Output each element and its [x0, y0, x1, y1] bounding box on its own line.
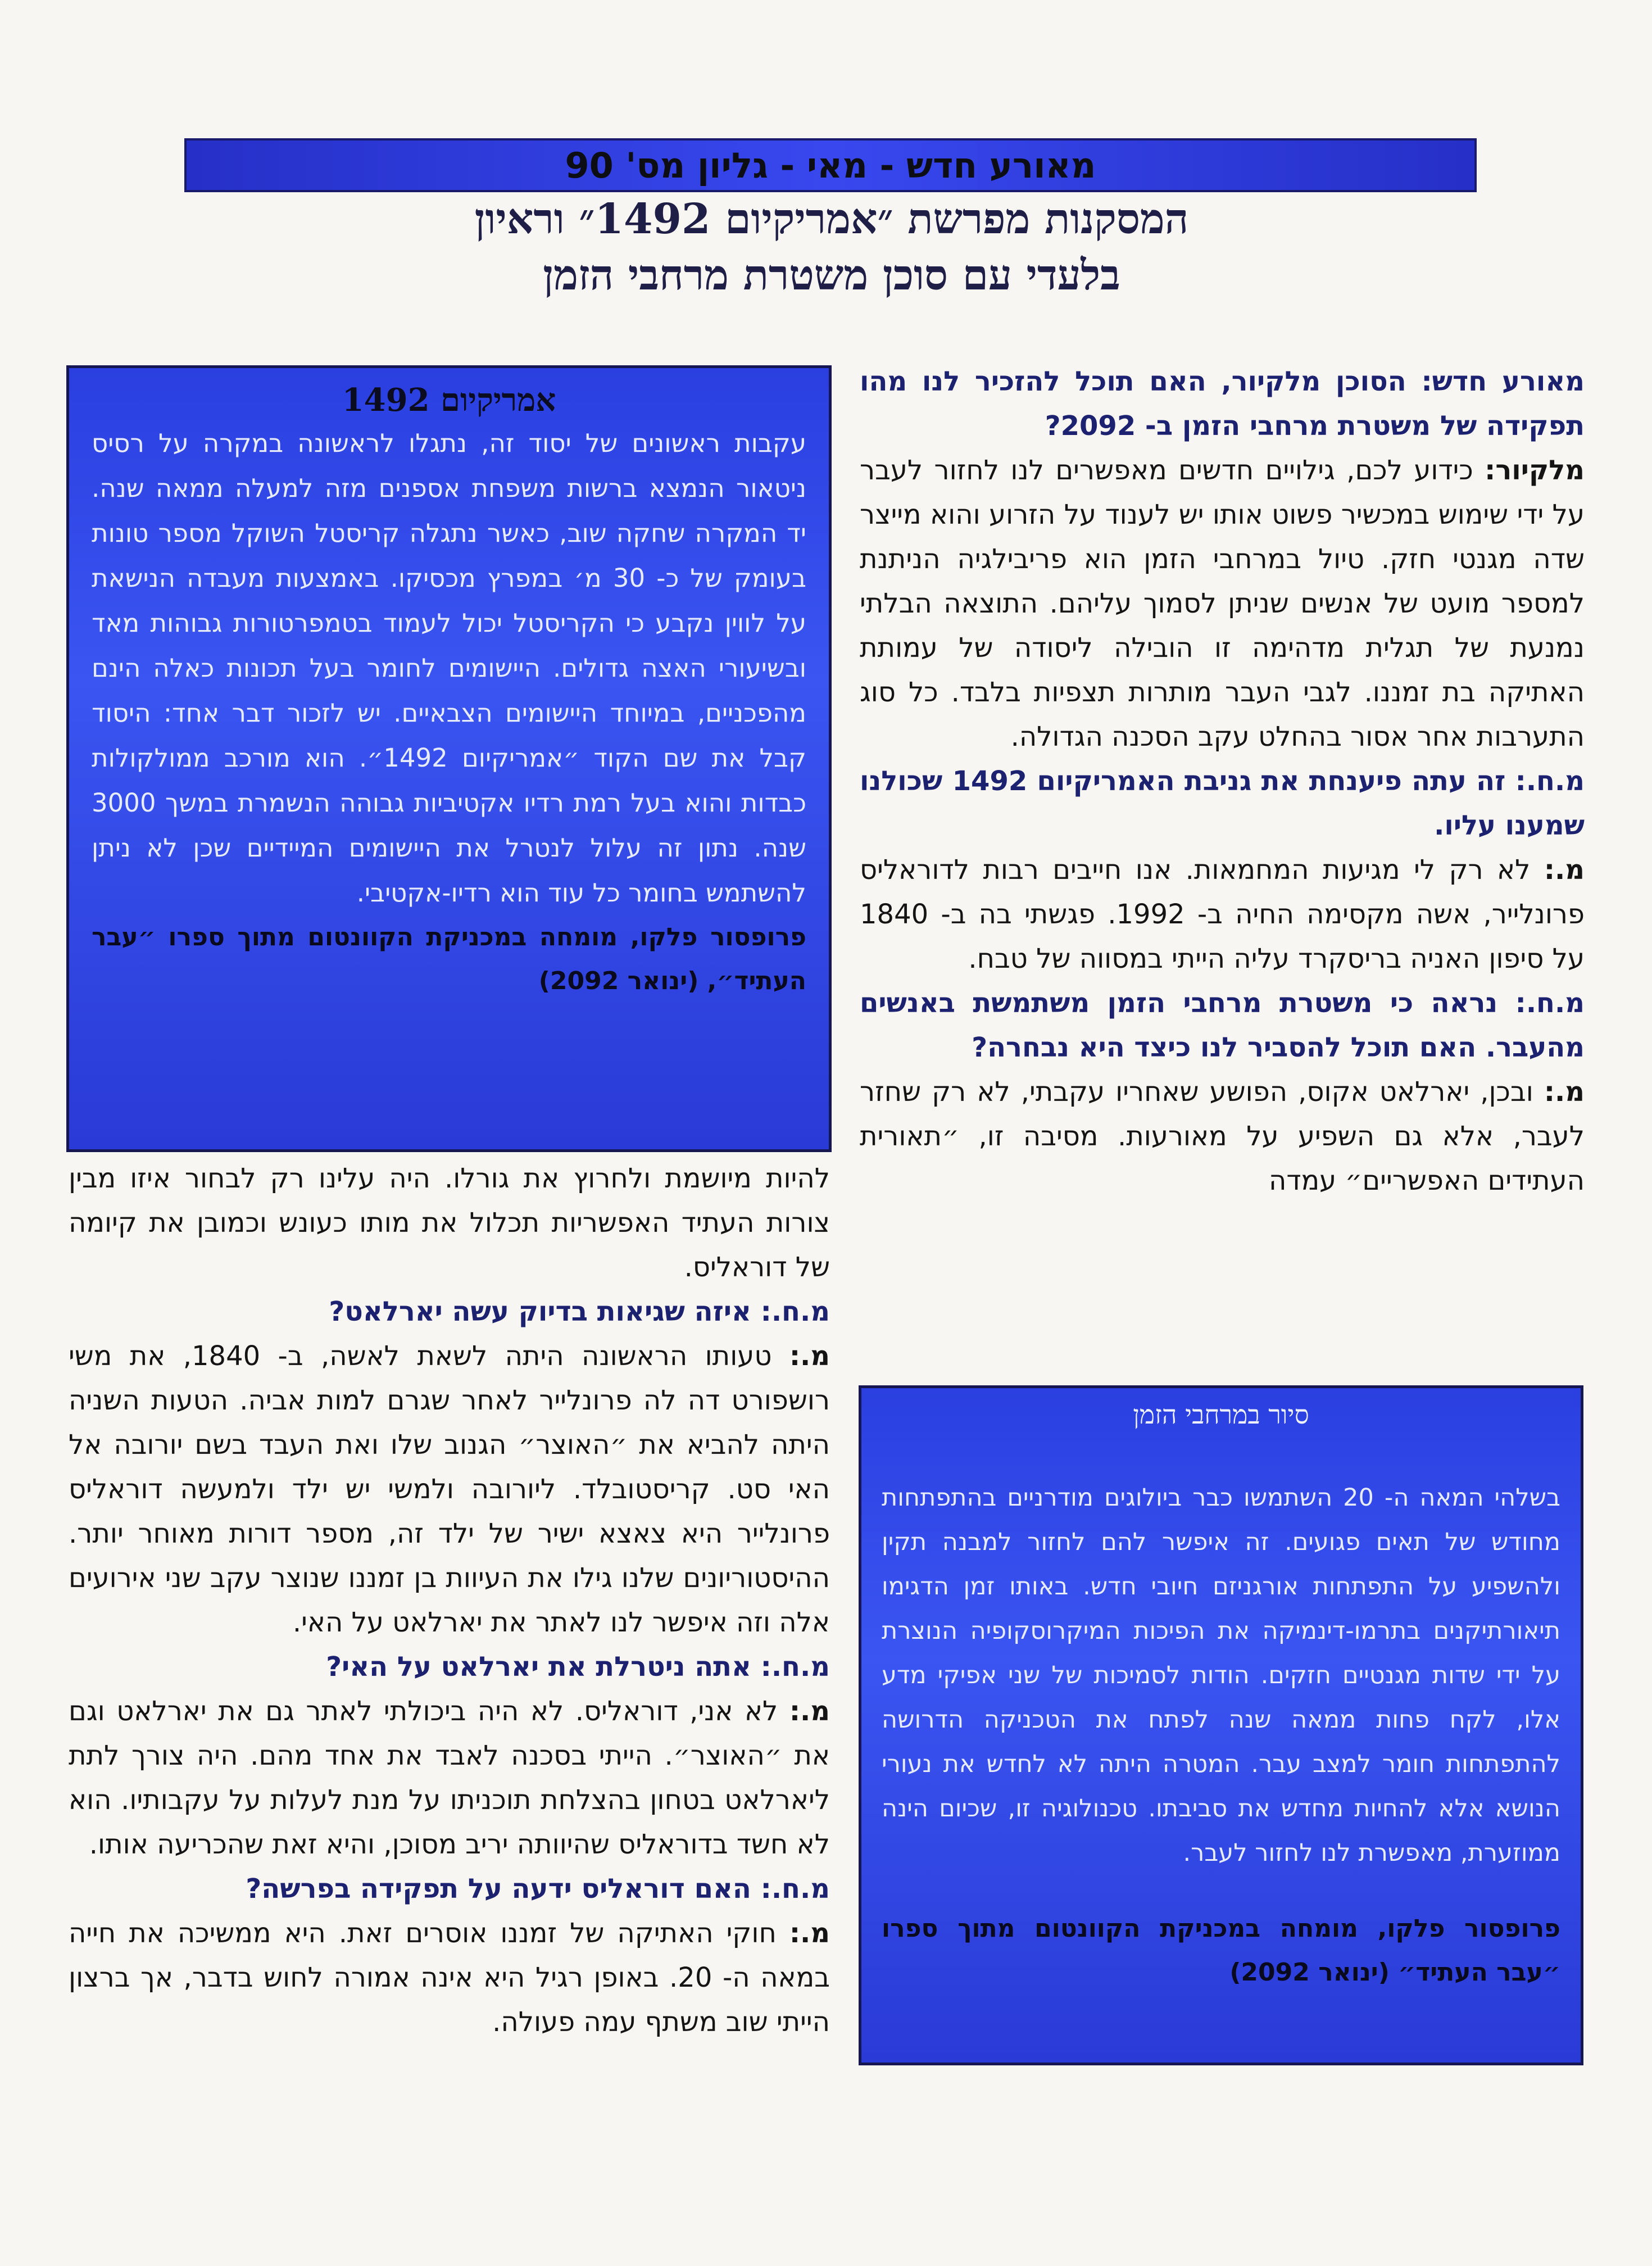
question-4: מ.ח.: איזה שגיאות בדיוק עשה יארלאט?	[329, 1296, 830, 1327]
issue-header-bar	[184, 138, 1477, 192]
speaker-label: מ.:	[1544, 854, 1585, 886]
answer-6	[69, 1911, 830, 2045]
answer-text: חוקי האתיקה של זמננו אוסרים זאת. היא ממשיכה את חייה במאה ה- 20. באופן רגיל היא אינה אמורה לחוש בדבר, אך ברצון הייתי שוב משתף עמה פעולה.	[69, 1918, 830, 2038]
sidebar-time-tour-credit: פרופסור פלקו, מומחה במכניקת הקוונטום מתוך ספרו ״עבר העתיד״ (ינואר 2092)	[882, 1914, 1560, 1987]
headline-line-2: בלעדי עם סוכן משטרת מרחבי הזמן	[543, 251, 1120, 300]
sidebar-americium-title: אמריקיום 1492	[342, 382, 556, 419]
answer-4	[69, 1334, 830, 1645]
answer-2	[860, 848, 1585, 981]
answer-text: כידוע לכם, גילויים חדשים מאפשרים לנו לחזור לעבר על ידי שימוש במכשיר פשוט אותו יש לענוד על הזרוע והוא מייצר שדה מגנטי חזק. טיול במרחבי הזמן הוא פריבילגיה הניתנת למספר מועט של אנשים שניתן לסמוך עליהם. התוצאה הבלתי נמנעת של תגלית מדהימה זו הובילה ליסודה של עמותת האתיקה בת זמננו. לגבי העבר מותרות תצפיות בלבד. כל סוג התערבות אחר אסור בהחלט עקב הסכנה הגדולה.	[860, 455, 1585, 753]
answer-text: לא רק לי מגיעות המחמאות. אנו חייבים רבות לדוראליס פרונלייר, אשה מקסימה החיה ב- 1992. פגשתי בה ב- 1840 על סיפון האניה בריסקרד עליה הייתי במסווה של טבח.	[860, 854, 1585, 975]
answer-text: טעותו הראשונה היתה לשאת לאשה, ב- 1840, את משי רושפורט דה לה פרונלייר לאחר שגרם למות אביה. הטעות השניה היתה להביא את ״האוצר״ הגנוב שלו ואת העבד בשם יורובה אל האי סט. קריסטובלד. ליורובה ולמשי יש ילד ולמעשה דוראליס פרונלייר היא צאצא ישיר של ילד זה, מספר דורות מאוחר יותר. ההיסטוריונים שלנו גילו את העיוות בן זמננו שנוצר עקב שני אירועים אלה וזה איפשר לנו לאתר את יארלאט על האי.	[69, 1340, 830, 1638]
interview-column-left	[69, 1157, 830, 2045]
answer-text: ובכן, יארלאט אקוס, הפושע שאחריו עקבתי, לא רק שחזר לעבר, אלא גם השפיע על מאורעות. מסיבה זו, ״תאורית העתידים האפשריים״ עמדה	[860, 1076, 1585, 1197]
speaker-label: מ.:	[1544, 1076, 1585, 1108]
question-1: מאורע חדש: הסוכן מלקיור, האם תוכל להזכיר לנו מהו תפקידה של משטרת מרחבי הזמן ב- 2092?	[860, 366, 1585, 442]
speaker-label: מ.:	[789, 1340, 830, 1372]
question-6: מ.ח.: האם דוראליס ידעה על תפקידה בפרשה?	[246, 1873, 830, 1905]
sidebar-americium-body: עקבות ראשונים של יסוד זה, נתגלו לראשונה במקרה על רסיס ניטאור הנמצא ברשות משפחת אספנים מזה למעלה ממאה שנה. יד המקרה שחקה שוב, כאשר נתגלה קריסטל השוקל מספר טונות בעומק של כ- 30 מ׳ במפרץ מכסיקו. באמצעות מעבדה הנישאת על לווין נקבע כי הקריסטל יכול לעמוד בטמפרטורות גבוהות מאד ובשיעורי האצה גדולים. היישומים לחומר בעל תכונות כאלה הינם מהפכניים, במיוחד היישומים הצבאיים. יש לזכור דבר אחד: היסוד קבל את שם הקוד ״אמריקיום 1492״. הוא מורכב ממולקולות כבדות והוא בעל רמת רדיו אקטיביות גבוהה הנשמרת במשך 3000 שנה. נתון זה עלול לנטרל את היישומים המיידיים שכן לא ניתן להשתמש בחומר כל עוד הוא רדיו-אקטיבי.	[92, 428, 806, 908]
answer-5	[69, 1689, 830, 1867]
answer-text: לא אני, דוראליס. לא היה ביכולתי לאתר גם את יארלאט וגם את ״האוצר״. הייתי בסכנה לאבד את אחד מהם. היה צורך לתת ליארלאט בטחון בהצלחת תוכניתו על מנת לעלות על עקבותיו. הוא לא חשד בדוראליס שהיוותה יריב מסוכן, והיא זאת שהכריעה אותו.	[69, 1696, 830, 1860]
sidebar-time-tour-body: בשלהי המאה ה- 20 השתמשו כבר ביולוגים מודרניים בהתפתחות מחודש של תאים פגועים. זה איפשר להם לחזור למבנה תקין ולהשפיע על התפתחות אורגניזם חיובי חדש. באותו זמן הדגימו תיאורתיקנים בתרמו-דינמיקה את הפיכות המיקרוסקופיה הנוצרת על ידי שדות מגנטיים חזקים. הודות לסמיכות של שני אפיקי מדע אלו, לקח פחות ממאה שנה לפתח את הטכניקה הדרושה להתפתחות חומר למצב עבר. המטרה היתה לא לחדש את נעורי הנושא אלא להחיות מחדש את סביבתו. טכנולוגיה זו, שכיום הינה ממוזערת, מאפשרת לנו לחזור לעבר.	[882, 1484, 1560, 1867]
sidebar-time-tour-title: סיור במרחבי הזמן	[1133, 1399, 1309, 1430]
answer-3	[860, 1070, 1585, 1203]
sidebar-time-tour-box	[859, 1385, 1583, 2065]
question-5: מ.ח.: אתה ניטרלת את יארלאט על האי?	[326, 1651, 830, 1683]
sidebar-americium-box	[66, 365, 832, 1152]
article-headline	[225, 191, 1438, 303]
speaker-label: מלקיור:	[1485, 455, 1585, 486]
sidebar-americium-credit: פרופסור פלקו, מומחה במכניקת הקוונטום מתוך ספרו ״עבר העתיד״, (ינואר 2092)	[92, 923, 806, 995]
speaker-label: מ.:	[789, 1918, 830, 1949]
speaker-label: מ.:	[789, 1696, 830, 1727]
headline-line-1: המסקנות מפרשת ״אמריקיום 1492״ וראיון	[474, 195, 1189, 243]
question-2: מ.ח.: זה עתה פיענחת את גניבת האמריקיום 1492 שכולנו שמענו עליו.	[860, 765, 1585, 841]
answer-1	[860, 448, 1585, 759]
issue-line: מאורע חדש - מאי - גליון מס' 90	[565, 144, 1096, 186]
answer-3-continuation: להיות מיושמת ולחרוץ את גורלו. היה עלינו רק לבחור איזו מבין צורות העתיד האפשריות תכלול את מותו כעונש וכמובן את קיומה של דוראליס.	[69, 1163, 830, 1283]
interview-column-right	[860, 360, 1585, 1203]
question-3: מ.ח.: נראה כי משטרת מרחבי הזמן משתמשת באנשים מהעבר. האם תוכל להסביר לנו כיצד היא נבחרה?	[860, 987, 1585, 1063]
